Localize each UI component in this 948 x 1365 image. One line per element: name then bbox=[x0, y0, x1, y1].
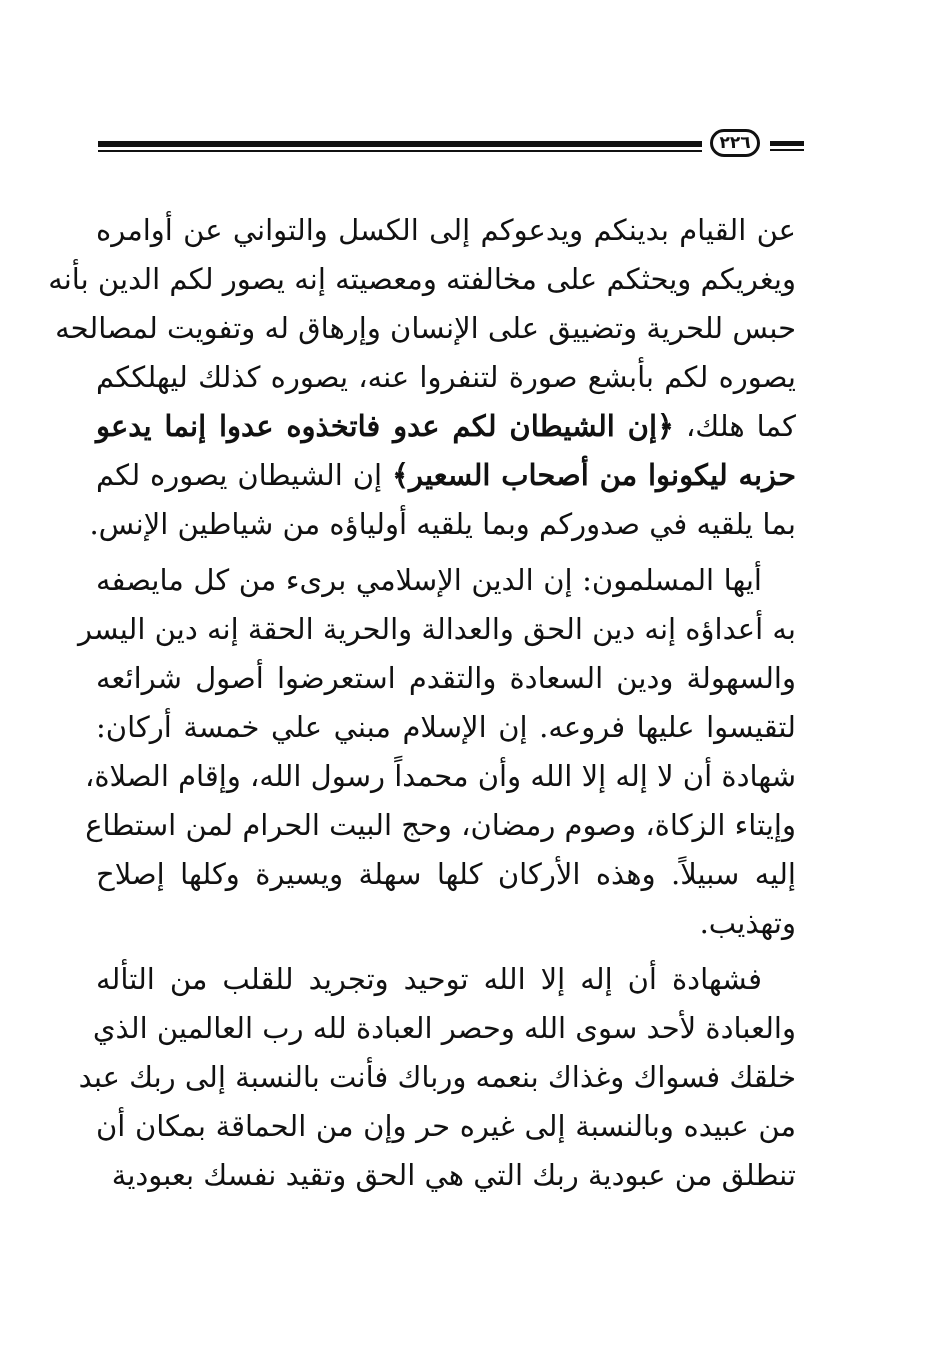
text-segment: من عبيده وبالنسبة إلى غيره حر وإن من الحماقة بمكان أن bbox=[96, 1109, 796, 1143]
text-line bbox=[96, 850, 796, 899]
text-segment: وإيتاء الزكاة، وصوم رمضان، وحج البيت الحرام لمن استطاع bbox=[85, 808, 796, 842]
text-segment: تنطلق من عبودية ربك التي هي الحق وتقيد نفسك بعبودية bbox=[111, 1158, 796, 1192]
text-segment: والسهولة ودين السعادة والتقدم استعرضوا أصول شرائعه bbox=[96, 661, 796, 695]
text-line bbox=[96, 353, 796, 402]
text-segment: بما يلقيه في صدوركم وبما يلقيه أولياؤه من شياطين الإنس. bbox=[89, 507, 796, 541]
paragraph bbox=[78, 955, 796, 1200]
text-segment: عن القيام بدينكم ويدعوكم إلى الكسل والتواني عن أوامره bbox=[96, 213, 796, 247]
text-segment: فشهادة أن إله إلا الله توحيد وتجريد للقلب من التأله bbox=[96, 962, 762, 996]
text-line bbox=[89, 500, 796, 549]
text-segment: إن الشيطان يصوره لكم bbox=[96, 458, 392, 492]
text-line bbox=[84, 752, 796, 801]
text-segment: والعبادة لأحد سوى الله وحصر العبادة لله رب العالمين الذي bbox=[92, 1011, 796, 1045]
text-segment: حبس للحرية وتضييق على الإنسان وإرهاق له وتفويت لمصالحه bbox=[55, 311, 796, 345]
text-segment: شهادة أن لا إله إلا الله وأن محمداً رسول الله، وإقام الصلاة، bbox=[84, 759, 796, 793]
text-segment: وتهذيب. bbox=[699, 906, 796, 940]
text-line bbox=[48, 255, 796, 304]
paragraph bbox=[77, 556, 796, 948]
page-number: ٢٢٦ bbox=[710, 129, 760, 157]
page-header bbox=[98, 128, 804, 162]
text-segment: ويغريكم ويحثكم على مخالفته ومعصيته إنه يصور لكم الدين بأنه bbox=[48, 262, 796, 296]
paragraph bbox=[48, 206, 796, 549]
quran-verse-text: حزبه ليكونوا من أصحاب السعير﴾ bbox=[391, 458, 796, 492]
text-segment: لتقيسوا عليها فروعه. إن الإسلام مبني علي خمسة أركان: bbox=[96, 710, 796, 744]
text-line bbox=[96, 451, 796, 500]
text-line bbox=[96, 899, 796, 948]
header-rule-right bbox=[770, 135, 804, 155]
quran-verse-text: ﴿إن الشيطان لكم عدو فاتخذوه عدوا إنما يدعو bbox=[96, 409, 674, 443]
text-segment: خلقك فسواك وغذاك بنعمه ورباك فأنت بالنسبة إلى ربك عبد bbox=[78, 1060, 796, 1094]
text-segment: كما هلك، bbox=[674, 409, 796, 443]
text-segment: به أعداؤه إنه دين الحق والعدالة والحرية الحقة إنه دين اليسر bbox=[77, 612, 796, 646]
text-line bbox=[96, 703, 796, 752]
header-rule-left bbox=[98, 135, 702, 155]
text-segment: يصوره لكم بأبشع صورة لتنفروا عنه، يصوره كذلك ليهلككم bbox=[96, 360, 796, 394]
text-line bbox=[55, 304, 796, 353]
text-line bbox=[92, 1004, 796, 1053]
text-segment: إليه سبيلاً. وهذه الأركان كلها سهلة ويسيرة وكلها إصلاح bbox=[96, 857, 796, 891]
text-line bbox=[96, 556, 796, 605]
text-line bbox=[96, 955, 796, 1004]
text-line bbox=[96, 402, 796, 451]
text-line bbox=[77, 605, 796, 654]
text-line bbox=[96, 1151, 796, 1200]
page-body-text bbox=[48, 206, 796, 1200]
text-line bbox=[96, 206, 796, 255]
text-line bbox=[96, 1102, 796, 1151]
text-segment: أيها المسلمون: إن الدين الإسلامي برىء من كل مايصفه bbox=[96, 563, 762, 597]
text-line bbox=[78, 1053, 796, 1102]
text-line bbox=[96, 654, 796, 703]
text-line bbox=[85, 801, 796, 850]
